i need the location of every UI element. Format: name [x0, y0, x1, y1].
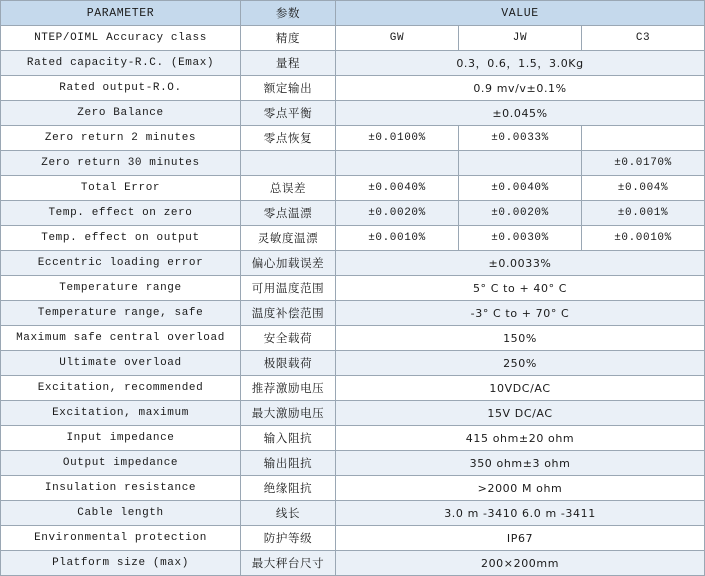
table-row [1, 51, 705, 76]
value-cell: ±0.045% [336, 101, 705, 126]
table-row [1, 351, 705, 376]
value-cell: 200×200mm [336, 551, 705, 576]
table-row [1, 101, 705, 126]
parameter-cell: Zero Balance [1, 101, 241, 126]
value-cell: ±0.0170% [582, 151, 705, 176]
value-cell: ±0.0040% [459, 176, 582, 201]
value-cell: ±0.001% [582, 201, 705, 226]
parameter-cn-cell: 零点平衡 [241, 101, 336, 126]
parameter-cn-cell: 额定输出 [241, 76, 336, 101]
value-cell: ±0.0033% [336, 251, 705, 276]
table-row [1, 226, 705, 251]
parameter-cell: NTEP/OIML Accuracy class [1, 26, 241, 51]
value-cell: ±0.0030% [459, 226, 582, 251]
value-cell: ±0.0010% [336, 226, 459, 251]
parameter-cell: Eccentric loading error [1, 251, 241, 276]
parameter-cn-cell: 零点恢复 [241, 126, 336, 151]
value-cell [336, 151, 459, 176]
parameter-cn-cell: 输出阻抗 [241, 451, 336, 476]
parameter-cn-cell: 灵敏度温漂 [241, 226, 336, 251]
parameter-cn-cell: 绝缘阻抗 [241, 476, 336, 501]
table-row [1, 126, 705, 151]
parameter-cell: Rated capacity-R.C. (Emax) [1, 51, 241, 76]
table-row [1, 401, 705, 426]
value-cell: ±0.0020% [336, 201, 459, 226]
value-cell: GW [336, 26, 459, 51]
parameter-cell: Zero return 30 minutes [1, 151, 241, 176]
value-cell: ±0.0033% [459, 126, 582, 151]
parameter-cell: Excitation, recommended [1, 376, 241, 401]
parameter-cn-cell [241, 151, 336, 176]
parameter-cn-cell: 最大秤台尺寸 [241, 551, 336, 576]
value-cell: ±0.0040% [336, 176, 459, 201]
parameter-cn-cell: 总误差 [241, 176, 336, 201]
header-parameter: PARAMETER [1, 1, 241, 26]
parameter-cn-cell: 零点温漂 [241, 201, 336, 226]
value-cell [459, 151, 582, 176]
value-cell: 15V DC/AC [336, 401, 705, 426]
parameter-cn-cell: 输入阻抗 [241, 426, 336, 451]
value-cell: -3° C to + 70° C [336, 301, 705, 326]
parameter-cell: Platform size (max) [1, 551, 241, 576]
parameter-cn-cell: 极限载荷 [241, 351, 336, 376]
table-row [1, 301, 705, 326]
value-cell: 150% [336, 326, 705, 351]
value-cell: 415 ohm±20 ohm [336, 426, 705, 451]
value-cell: 250% [336, 351, 705, 376]
parameter-cn-cell: 防护等级 [241, 526, 336, 551]
value-cell [582, 126, 705, 151]
parameter-cn-cell: 精度 [241, 26, 336, 51]
parameter-cell: Temperature range, safe [1, 301, 241, 326]
table-row [1, 26, 705, 51]
table-row [1, 326, 705, 351]
parameter-cn-cell: 安全载荷 [241, 326, 336, 351]
table-row [1, 376, 705, 401]
parameter-cell: Output impedance [1, 451, 241, 476]
table-row [1, 426, 705, 451]
parameter-cell: Temp. effect on output [1, 226, 241, 251]
value-cell: C3 [582, 26, 705, 51]
value-cell: ±0.0010% [582, 226, 705, 251]
value-cell: 0.9 mv/v±0.1% [336, 76, 705, 101]
value-cell: 10VDC/AC [336, 376, 705, 401]
parameter-cell: Cable length [1, 501, 241, 526]
parameter-cell: Maximum safe central overload [1, 326, 241, 351]
table-row [1, 251, 705, 276]
parameter-cn-cell: 可用温度范围 [241, 276, 336, 301]
parameter-cn-cell: 偏心加载误差 [241, 251, 336, 276]
header-value: VALUE [336, 1, 705, 26]
table-row [1, 201, 705, 226]
parameter-cell: Rated output-R.O. [1, 76, 241, 101]
parameter-cell: Zero return 2 minutes [1, 126, 241, 151]
table-row [1, 526, 705, 551]
value-cell: 3.0 m -3410 6.0 m -3411 [336, 501, 705, 526]
value-cell: 5° C to + 40° C [336, 276, 705, 301]
parameter-cn-cell: 量程 [241, 51, 336, 76]
parameter-cell: Total Error [1, 176, 241, 201]
value-cell: 0.3，0.6，1.5，3.0Kg [336, 51, 705, 76]
header-row [1, 1, 705, 26]
table-row [1, 176, 705, 201]
value-cell: >2000 M ohm [336, 476, 705, 501]
table-header [1, 1, 705, 26]
table-row [1, 551, 705, 576]
table-row [1, 451, 705, 476]
parameter-cell: Ultimate overload [1, 351, 241, 376]
table-row [1, 151, 705, 176]
table-row [1, 276, 705, 301]
parameter-cell: Temp. effect on zero [1, 201, 241, 226]
parameter-cell: Insulation resistance [1, 476, 241, 501]
parameter-cell: Temperature range [1, 276, 241, 301]
value-cell: ±0.0100% [336, 126, 459, 151]
table-body [1, 26, 705, 576]
value-cell: ±0.004% [582, 176, 705, 201]
value-cell: JW [459, 26, 582, 51]
value-cell: ±0.0020% [459, 201, 582, 226]
parameter-cell: Excitation, maximum [1, 401, 241, 426]
value-cell: IP67 [336, 526, 705, 551]
value-cell: 350 ohm±3 ohm [336, 451, 705, 476]
parameter-cn-cell: 温度补偿范围 [241, 301, 336, 326]
table-row [1, 501, 705, 526]
table-row [1, 76, 705, 101]
parameter-cn-cell: 最大激励电压 [241, 401, 336, 426]
parameter-cell: Input impedance [1, 426, 241, 451]
parameter-cell: Environmental protection [1, 526, 241, 551]
table-row [1, 476, 705, 501]
parameter-cn-cell: 线长 [241, 501, 336, 526]
header-parameter-cn: 参数 [241, 1, 336, 26]
parameter-cn-cell: 推荐激励电压 [241, 376, 336, 401]
